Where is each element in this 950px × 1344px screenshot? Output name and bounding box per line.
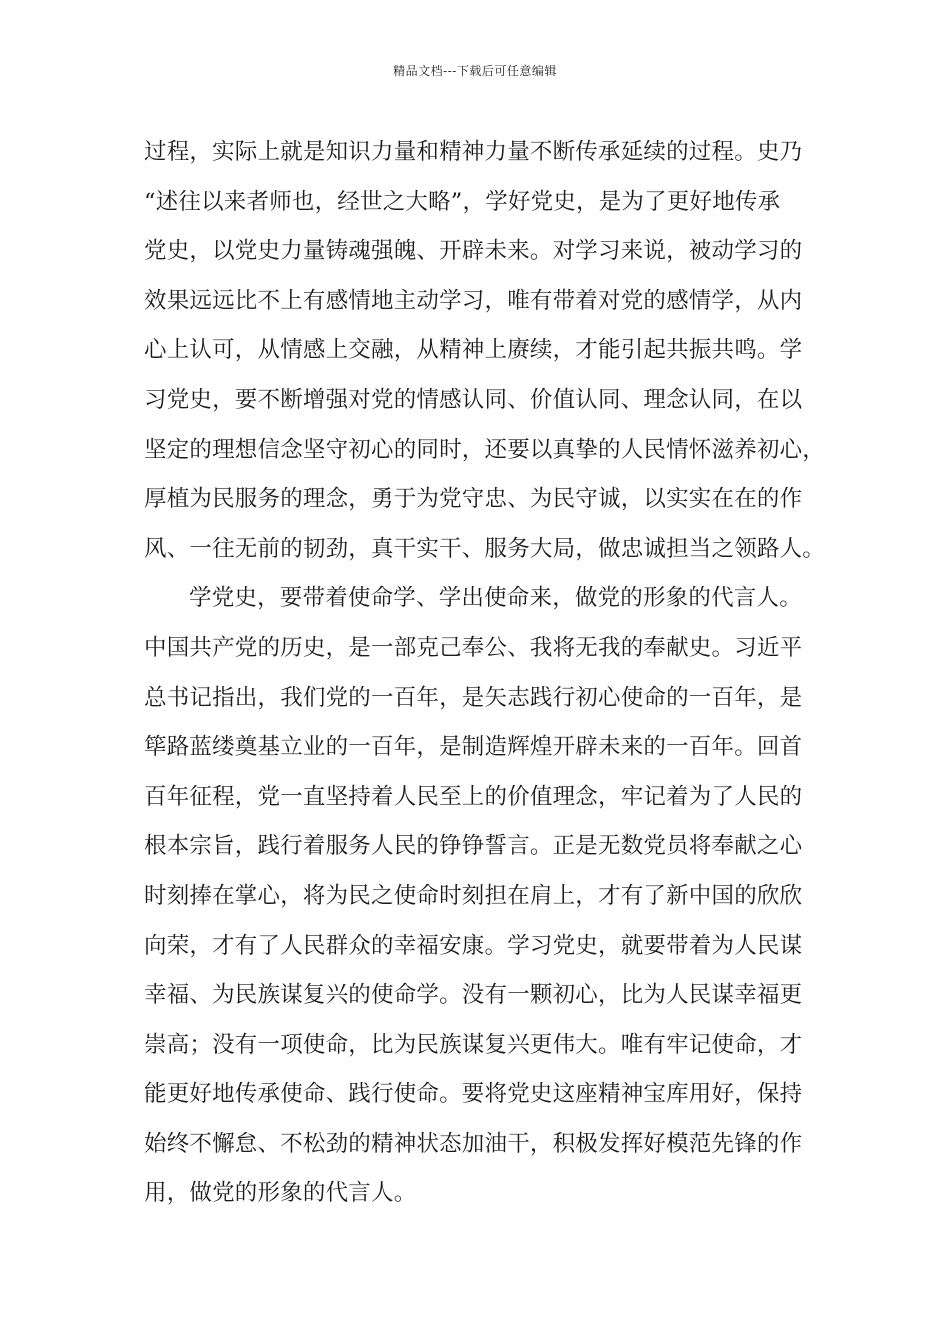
text-line: 心上认可，从情感上交融，从精神上赓续，才能引起共振共鸣。学 bbox=[144, 337, 803, 364]
text-line: 筚路蓝缕奠基立业的一百年，是制造辉煌开辟未来的一百年。回首 bbox=[144, 734, 803, 761]
text-line: 效果远远比不上有感情地主动学习，唯有带着对党的感情学，从内 bbox=[144, 287, 803, 314]
document-body bbox=[144, 128, 824, 1219]
text-line: 中国共产党的历史，是一部克己奉公、我将无我的奉献史。习近平 bbox=[144, 634, 803, 661]
text-line: 能更好地传承使命、践行使命。要将党史这座精神宝库用好，保持 bbox=[144, 1081, 803, 1108]
text-line: 习党史，要不断增强对党的情感认同、价值认同、理念认同，在以 bbox=[144, 386, 803, 413]
text-line: 用，做党的形象的代言人。 bbox=[144, 1180, 417, 1207]
text-line: 幸福、为民族谋复兴的使命学。没有一颗初心，比为人民谋幸福更 bbox=[144, 982, 803, 1009]
text-line: 风、一往无前的韧劲，真干实干、服务大局，做忠诚担当之领路人。 bbox=[144, 535, 826, 562]
text-line: 厚植为民服务的理念，勇于为党守忠、为民守诚，以实实在在的作 bbox=[144, 486, 803, 513]
text-line: 始终不懈怠、不松劲的精神状态加油干，积极发挥好模范先锋的作 bbox=[144, 1130, 803, 1157]
text-line: 百年征程，党一直坚持着人民至上的价值理念，牢记着为了人民的 bbox=[144, 783, 803, 810]
text-line: 崇高；没有一项使命，比为民族谋复兴更伟大。唯有牢记使命，才 bbox=[144, 1031, 803, 1058]
text-line: “述往以来者师也，经世之大略”，学好党史，是为了更好地传承 bbox=[144, 188, 781, 215]
page-header: 精品文档---下载后可任意编辑 bbox=[393, 64, 557, 78]
text-line: 过程，实际上就是知识力量和精神力量不断传承延续的过程。史乃 bbox=[144, 139, 803, 165]
text-line: 党史，以党史力量铸魂强魄、开辟未来。对学习来说，被动学习的 bbox=[144, 238, 803, 265]
text-line: 坚定的理想信念坚守初心的同时，还要以真挚的人民情怀滋养初心， bbox=[144, 436, 826, 463]
text-line: 总书记指出，我们党的一百年，是矢志践行初心使命的一百年，是 bbox=[144, 684, 803, 711]
text-line: 时刻捧在掌心，将为民之使命时刻担在肩上，才有了新中国的欣欣 bbox=[144, 882, 803, 909]
text-line: 向荣，才有了人民群众的幸福安康。学习党史，就要带着为人民谋 bbox=[144, 932, 803, 959]
paragraph-start-line: 学党史，要带着使命学、学出使命来，做党的形象的代言人。 bbox=[189, 585, 802, 612]
text-line: 根本宗旨，践行着服务人民的铮铮誓言。正是无数党员将奉献之心 bbox=[144, 833, 803, 860]
